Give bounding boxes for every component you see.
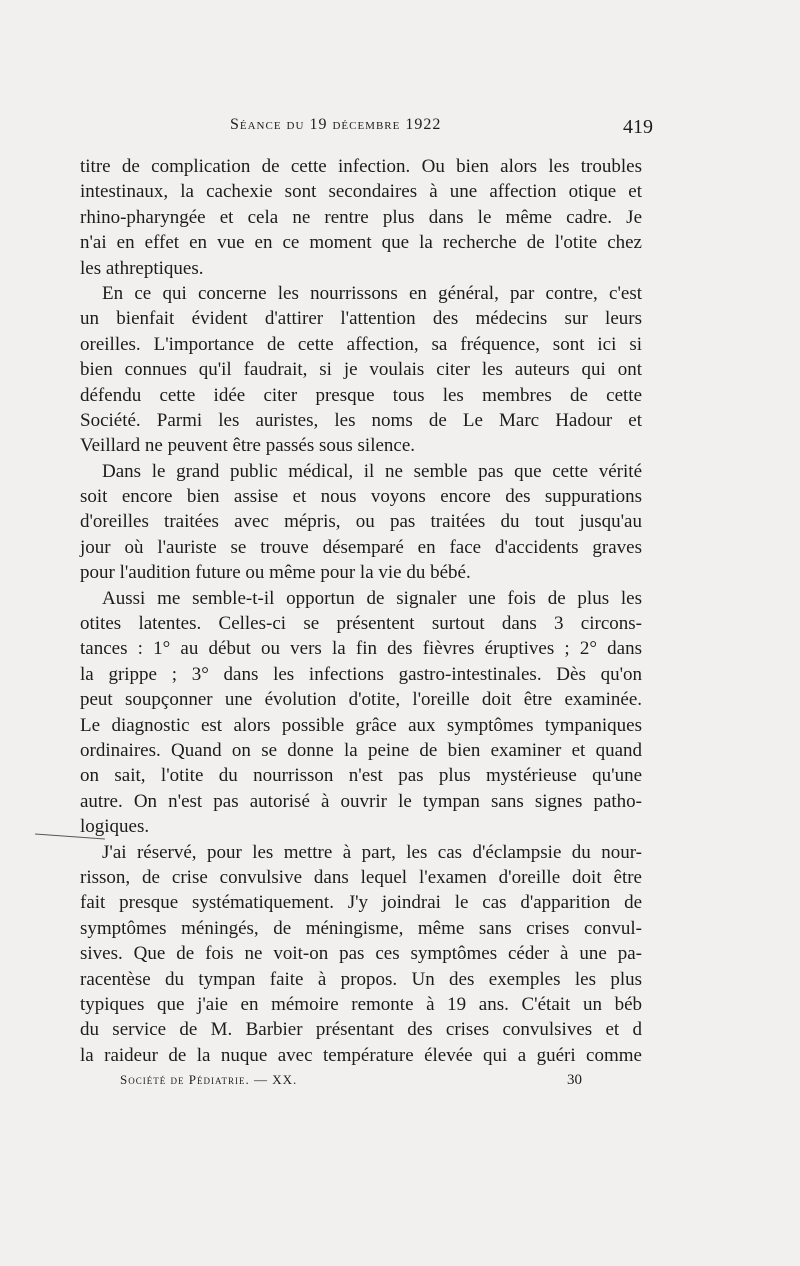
text-line: fait presque systématiquement. J'y joindrai le cas d'apparition de bbox=[80, 892, 642, 914]
footer-society: Société de Pédiatrie. — XX. bbox=[120, 1072, 298, 1087]
signature-number: 30 bbox=[567, 1072, 582, 1088]
text-line: racentèse du tympan faite à propos. Un des exemples les plus bbox=[80, 968, 642, 990]
text-line: la raideur de la nuque avec température élevée qui a guéri comme bbox=[80, 1044, 642, 1066]
text-line: un bienfait évident d'attirer l'attention des médecins sur leurs bbox=[80, 308, 642, 330]
text-line: défendu cette idée citer presque tous les membres de cette bbox=[80, 384, 642, 406]
text-line: oreilles. L'importance de cette affection, sa fréquence, sont ici si bbox=[80, 333, 642, 355]
text-line: titre de complication de cette infection. Ou bien alors les troubles bbox=[80, 156, 642, 177]
text-line: jour où l'auriste se trouve désemparé en face d'accidents graves bbox=[80, 536, 642, 558]
text-line: J'ai réservé, pour les mettre à part, les cas d'éclampsie du nour- bbox=[102, 841, 642, 863]
text-line: bien connues qu'il faudrait, si je voulais citer les auteurs qui ont bbox=[80, 359, 642, 381]
text-line: on sait, l'otite du nourrisson n'est pas plus mystérieuse qu'une bbox=[80, 765, 642, 787]
running-title: Séance du 19 décembre 1922 bbox=[230, 116, 442, 133]
page-header bbox=[80, 116, 653, 140]
text-line: typiques que j'aie en mémoire remonte à 19 ans. C'était un béb bbox=[80, 993, 642, 1015]
text-line: rhino-pharyngée et cela ne rentre plus dans le même cadre. Je bbox=[80, 206, 642, 228]
text-line: logiques. bbox=[80, 816, 150, 838]
text-line: risson, de crise convulsive dans lequel l'examen d'oreille doit être bbox=[80, 866, 642, 888]
text-line: sives. Que de fois ne voit-on pas ces symptômes céder à une pa- bbox=[80, 943, 642, 965]
text-line: la grippe ; 3° dans les infections gastro-intestinales. Dès qu'on bbox=[80, 663, 642, 685]
text-line: autre. On n'est pas autorisé à ouvrir le tympan sans signes patho- bbox=[80, 790, 642, 812]
text-line: d'oreilles traitées avec mépris, ou pas traitées du tout jusqu'au bbox=[80, 511, 642, 533]
text-line: ordinaires. Quand on se donne la peine de bien examiner et quand bbox=[80, 739, 642, 761]
text-line: Aussi me semble-t-il opportun de signaler une fois de plus les bbox=[102, 587, 642, 609]
text-line: du service de M. Barbier présentant des crises convulsives et d bbox=[80, 1019, 642, 1041]
text-line: Dans le grand public médical, il ne semble pas que cette vérité bbox=[102, 460, 642, 482]
text-line: Le diagnostic est alors possible grâce aux symptômes tympaniques bbox=[80, 714, 642, 736]
text-line: les athreptiques. bbox=[80, 257, 204, 279]
text-line: soit encore bien assise et nous voyons encore des suppurations bbox=[80, 486, 642, 508]
text-line: pour l'audition future ou même pour la vie du bébé. bbox=[80, 562, 471, 584]
text-line: tances : 1° au début ou vers la fin des fièvres éruptives ; 2° dans bbox=[80, 638, 642, 660]
text-line: otites latentes. Celles-ci se présentent surtout dans 3 circons- bbox=[80, 613, 642, 635]
page-footer bbox=[120, 1072, 582, 1088]
text-line: peut soupçonner une évolution d'otite, l'oreille doit être examinée. bbox=[80, 689, 642, 711]
body-text bbox=[80, 154, 642, 1068]
text-line: symptômes méningés, de méningisme, même sans crises convul- bbox=[80, 917, 642, 939]
text-line: intestinaux, la cachexie sont secondaires à une affection otique et bbox=[80, 181, 642, 203]
text-line: n'ai en effet en vue en ce moment que la recherche de l'otite chez bbox=[80, 232, 642, 254]
text-line: Société. Parmi les auristes, les noms de Le Marc Hadour et bbox=[80, 409, 642, 431]
text-line: Veillard ne peuvent être passés sous silence. bbox=[80, 435, 416, 457]
text-line: En ce qui concerne les nourrissons en général, par contre, c'est bbox=[102, 282, 642, 304]
page-number: 419 bbox=[623, 116, 653, 138]
